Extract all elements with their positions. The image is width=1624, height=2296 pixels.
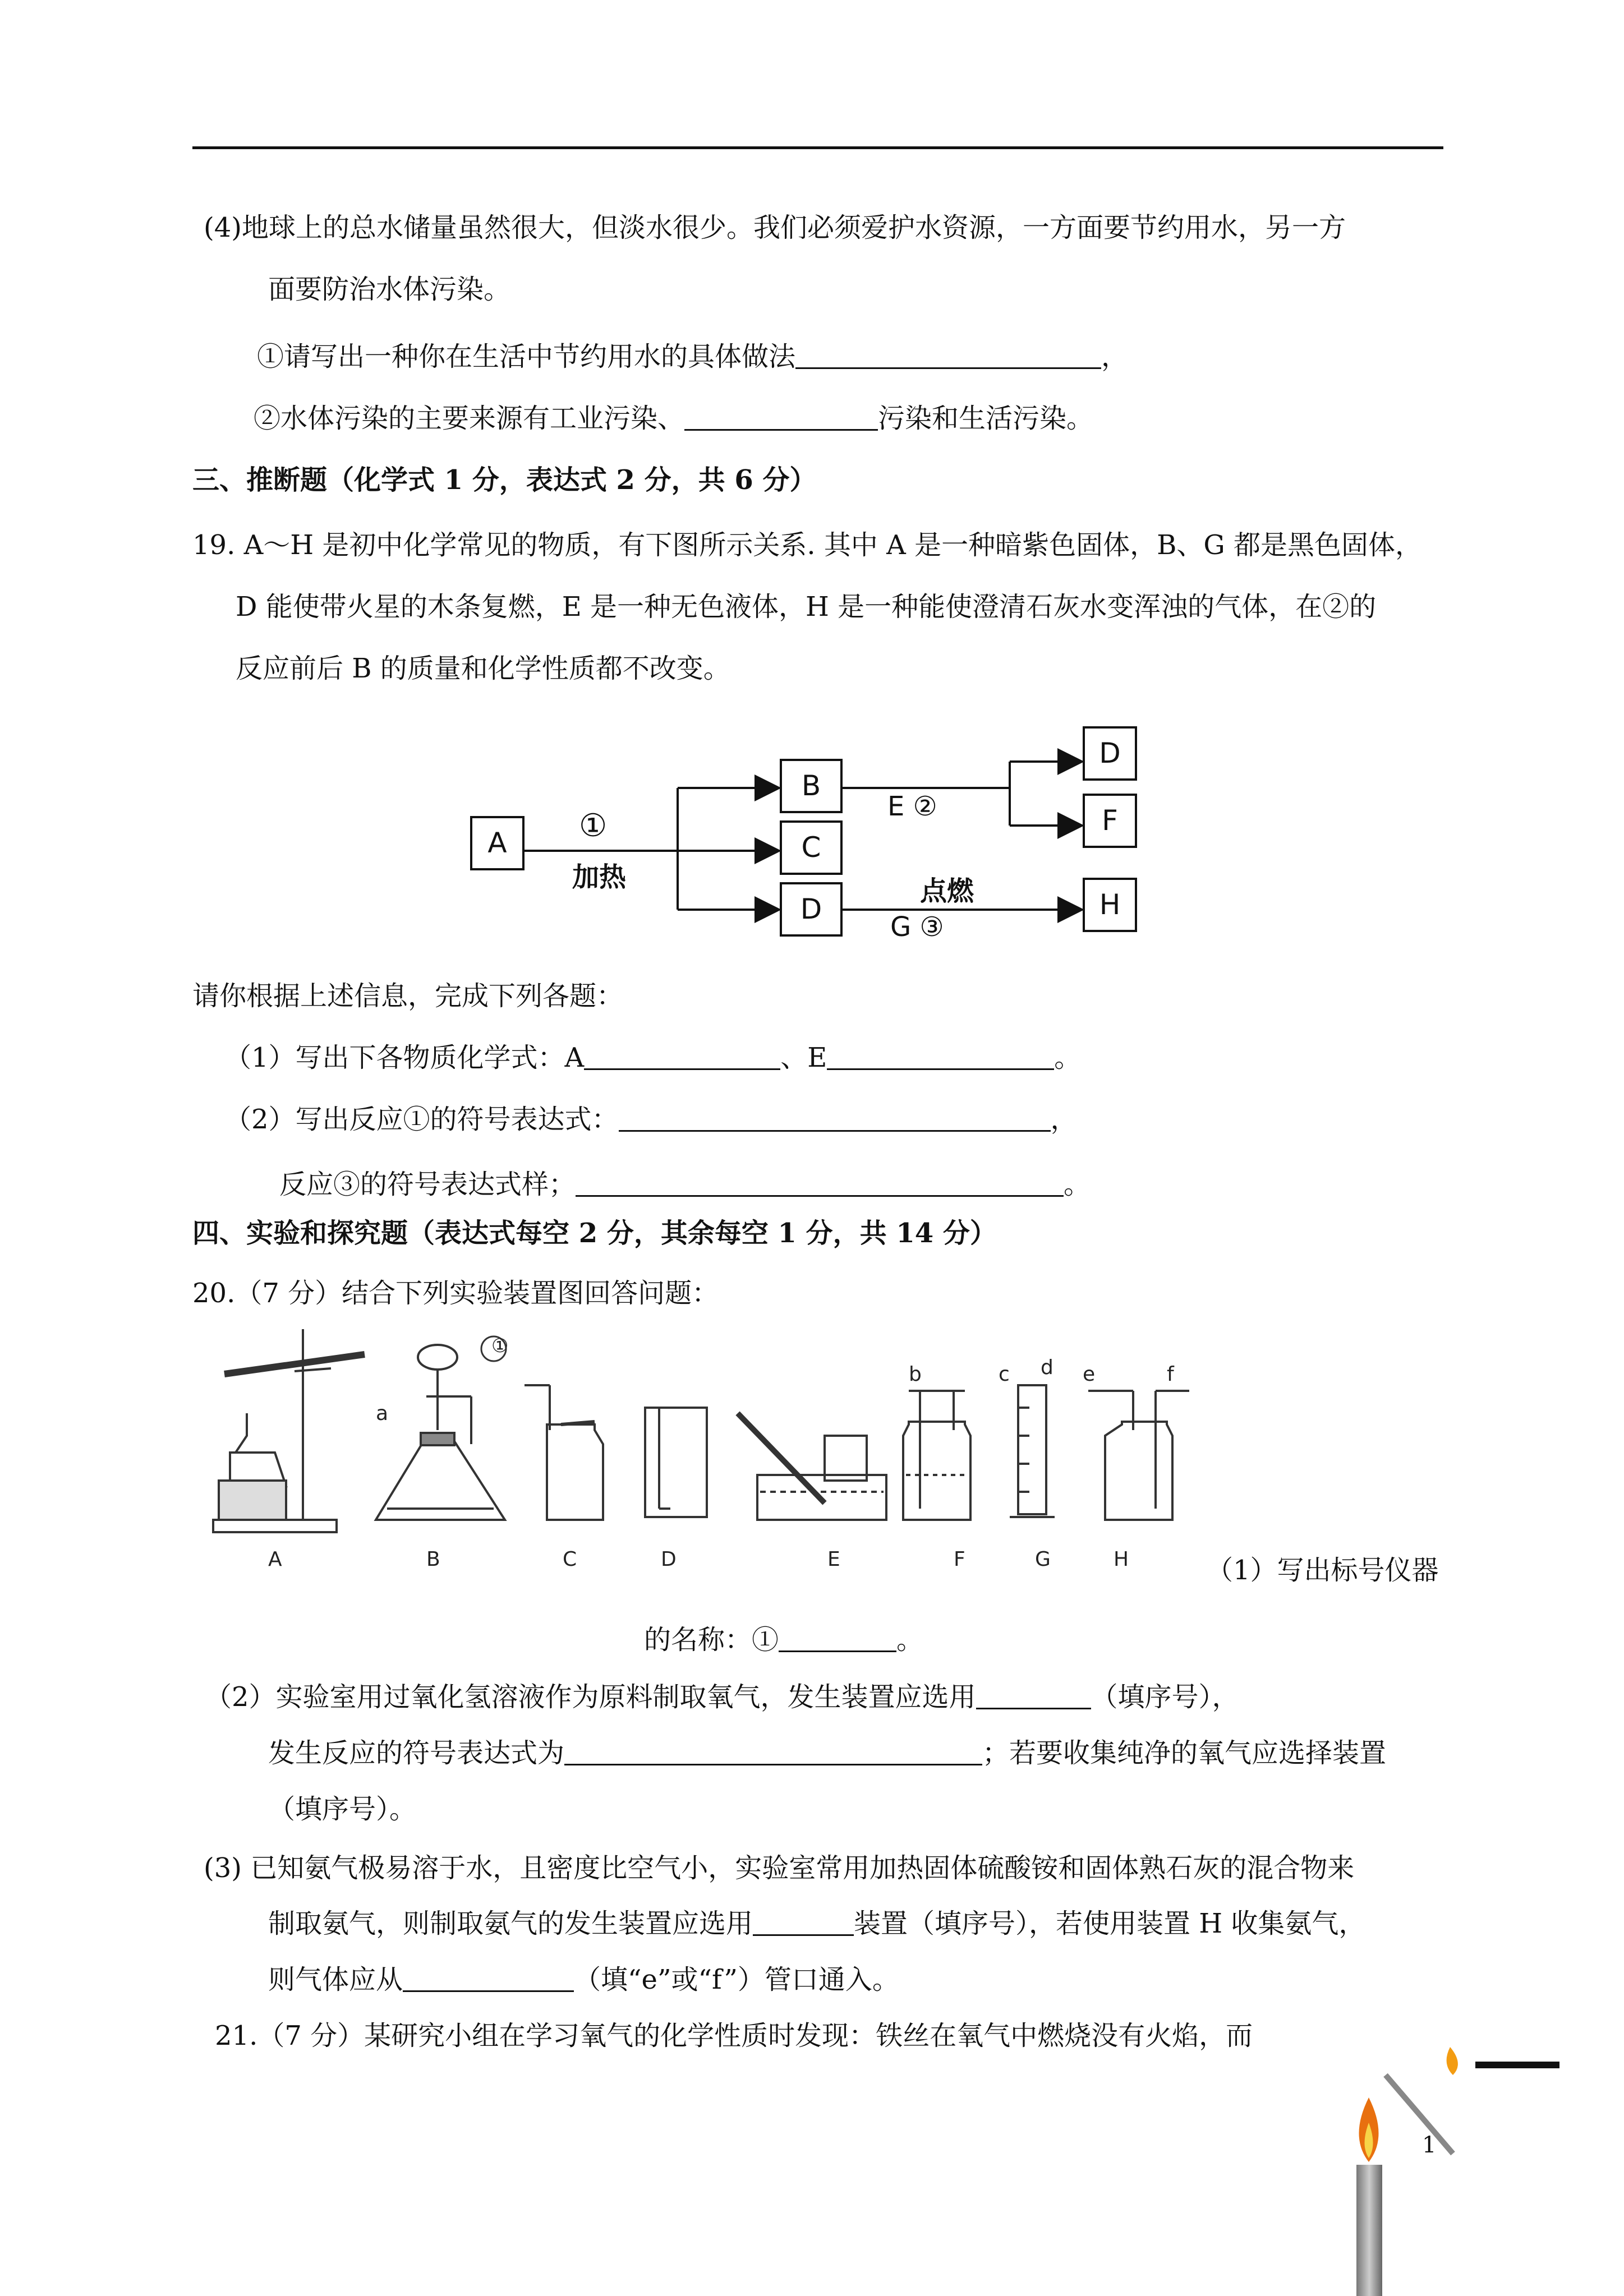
q19-line1: 19. A～H 是初中化学常见的物质，有下图所示关系. 其中 A 是一种暗紫色固体，B、G 都是黑色固体， (192, 529, 1422, 561)
q20-part3-line1: (3) 已知氨气极易溶于水，且密度比空气小，实验室常用加热固体硫酸铵和固体熟石灰的混合物来 (204, 1852, 1355, 1884)
box-d-product: D (1083, 726, 1137, 781)
apparatus-label-f: F (954, 1548, 965, 1571)
apparatus-e (738, 1413, 886, 1520)
box-h: H (1083, 878, 1137, 932)
label-port-d: d (1041, 1356, 1053, 1379)
label-ignite: 点燃 (920, 875, 974, 907)
q4-text: (4)地球上的总水储量虽然很大，但淡水很少。我们必须爱护水资源，一方面要节约用水，另一方 (204, 212, 1346, 243)
label-g3: G ③ (890, 911, 944, 943)
q19-part2b: 反应③的符号表达式样； 。 (279, 1169, 1091, 1200)
q20-part1: （1）写出标号仪器 (1206, 1555, 1439, 1586)
box-a: A (470, 816, 525, 870)
section3-heading: 三、推断题（化学式 1 分，表达式 2 分，共 6 分） (192, 464, 817, 496)
answer-blank[interactable] (976, 1681, 1091, 1709)
label-port-c: c (999, 1363, 1010, 1386)
apparatus-label-g: G (1035, 1548, 1051, 1571)
q19-part2: （2）写出反应①的符号表达式： ， (224, 1104, 1078, 1135)
q4-text-cont: 面要防治水体污染。 (268, 274, 511, 305)
q4-sub1: ①请写出一种你在生活中节约用水的具体做法 ， (257, 341, 1129, 372)
apparatus-label-a: A (268, 1548, 282, 1571)
label-reaction-1: ① (579, 808, 608, 844)
q4-sub2: ②水体污染的主要来源有工业污染、 污染和生活污染。 (254, 403, 1094, 434)
box-b: B (780, 759, 843, 813)
answer-blank[interactable] (584, 1041, 780, 1070)
apparatus-a (213, 1329, 365, 1532)
apparatus-b (376, 1345, 505, 1520)
answer-blank[interactable] (753, 1907, 854, 1936)
apparatus-label-h: H (1114, 1548, 1129, 1571)
q19-line2: D 能使带火星的木条复燃，E 是一种无色液体，H 是一种能使澄清石灰水变浑浊的气体，在②的 (236, 591, 1377, 623)
answer-blank[interactable] (779, 1624, 896, 1652)
box-c: C (780, 820, 843, 875)
apparatus-label-b: B (426, 1548, 440, 1571)
q21-line1: 21.（7 分）某研究小组在学习氧气的化学性质时发现：铁丝在氧气中燃烧没有火焰，而 (215, 2020, 1253, 2051)
answer-blank[interactable] (576, 1168, 1064, 1197)
answer-blank[interactable] (827, 1041, 1054, 1070)
candle-icon (1346, 2019, 1582, 2296)
q19-line3: 反应前后 B 的质量和化学性质都不改变。 (236, 653, 730, 684)
q20-title: 20.（7 分）结合下列实验装置图回答问题： (192, 1278, 719, 1309)
apparatus-g (1010, 1385, 1055, 1517)
apparatus-h (1088, 1391, 1189, 1520)
label-port-e: e (1083, 1363, 1096, 1386)
q20-part2-line3: （填序号）。 (268, 1794, 417, 1825)
label-circle-1: ① (491, 1335, 509, 1357)
q20-part3-line3: 则气体应从 （填“e”或“f”）管口通入。 (268, 1964, 899, 1995)
apparatus-figure (202, 1324, 1212, 1565)
apparatus-label-c: C (563, 1548, 577, 1571)
answer-blank[interactable] (619, 1103, 1051, 1132)
page-number: 1 (1422, 2132, 1437, 2158)
q20-part2-line1: （2）实验室用过氧化氢溶液作为原料制取氧气，发生装置应选用 （填序号）， (205, 1681, 1239, 1713)
label-port-f: f (1167, 1363, 1174, 1386)
apparatus-label-e: E (827, 1548, 840, 1571)
box-f: F (1083, 794, 1137, 848)
label-heat: 加热 (572, 861, 627, 893)
box-d: D (780, 882, 843, 937)
label-port-b: b (909, 1363, 922, 1386)
label-port-a: a (376, 1402, 389, 1425)
answer-blank[interactable] (403, 1963, 574, 1992)
apparatus-label-d: D (661, 1548, 677, 1571)
apparatus-c (525, 1385, 603, 1520)
apparatus-f (903, 1391, 970, 1520)
apparatus-d (645, 1408, 707, 1517)
label-e2: E ② (887, 791, 937, 822)
q20-part1-cont: 的名称：① 。 (644, 1624, 924, 1656)
section4-heading: 四、实验和探究题（表达式每空 2 分，其余每空 1 分，共 14 分） (192, 1218, 997, 1249)
q19-intro: 请你根据上述信息，完成下列各题： (192, 980, 624, 1012)
q20-part3-line2: 制取氨气，则制取氨气的发生装置应选用 装置（填序号），若使用装置 H 收集氨气， (268, 1908, 1366, 1939)
answer-blank[interactable] (564, 1737, 982, 1765)
q20-part2-line2: 发生反应的符号表达式为 ；若要收集纯净的氧气应选择装置 (268, 1737, 1387, 1769)
q19-part1: （1）写出下各物质化学式：A 、E 。 (224, 1042, 1082, 1073)
